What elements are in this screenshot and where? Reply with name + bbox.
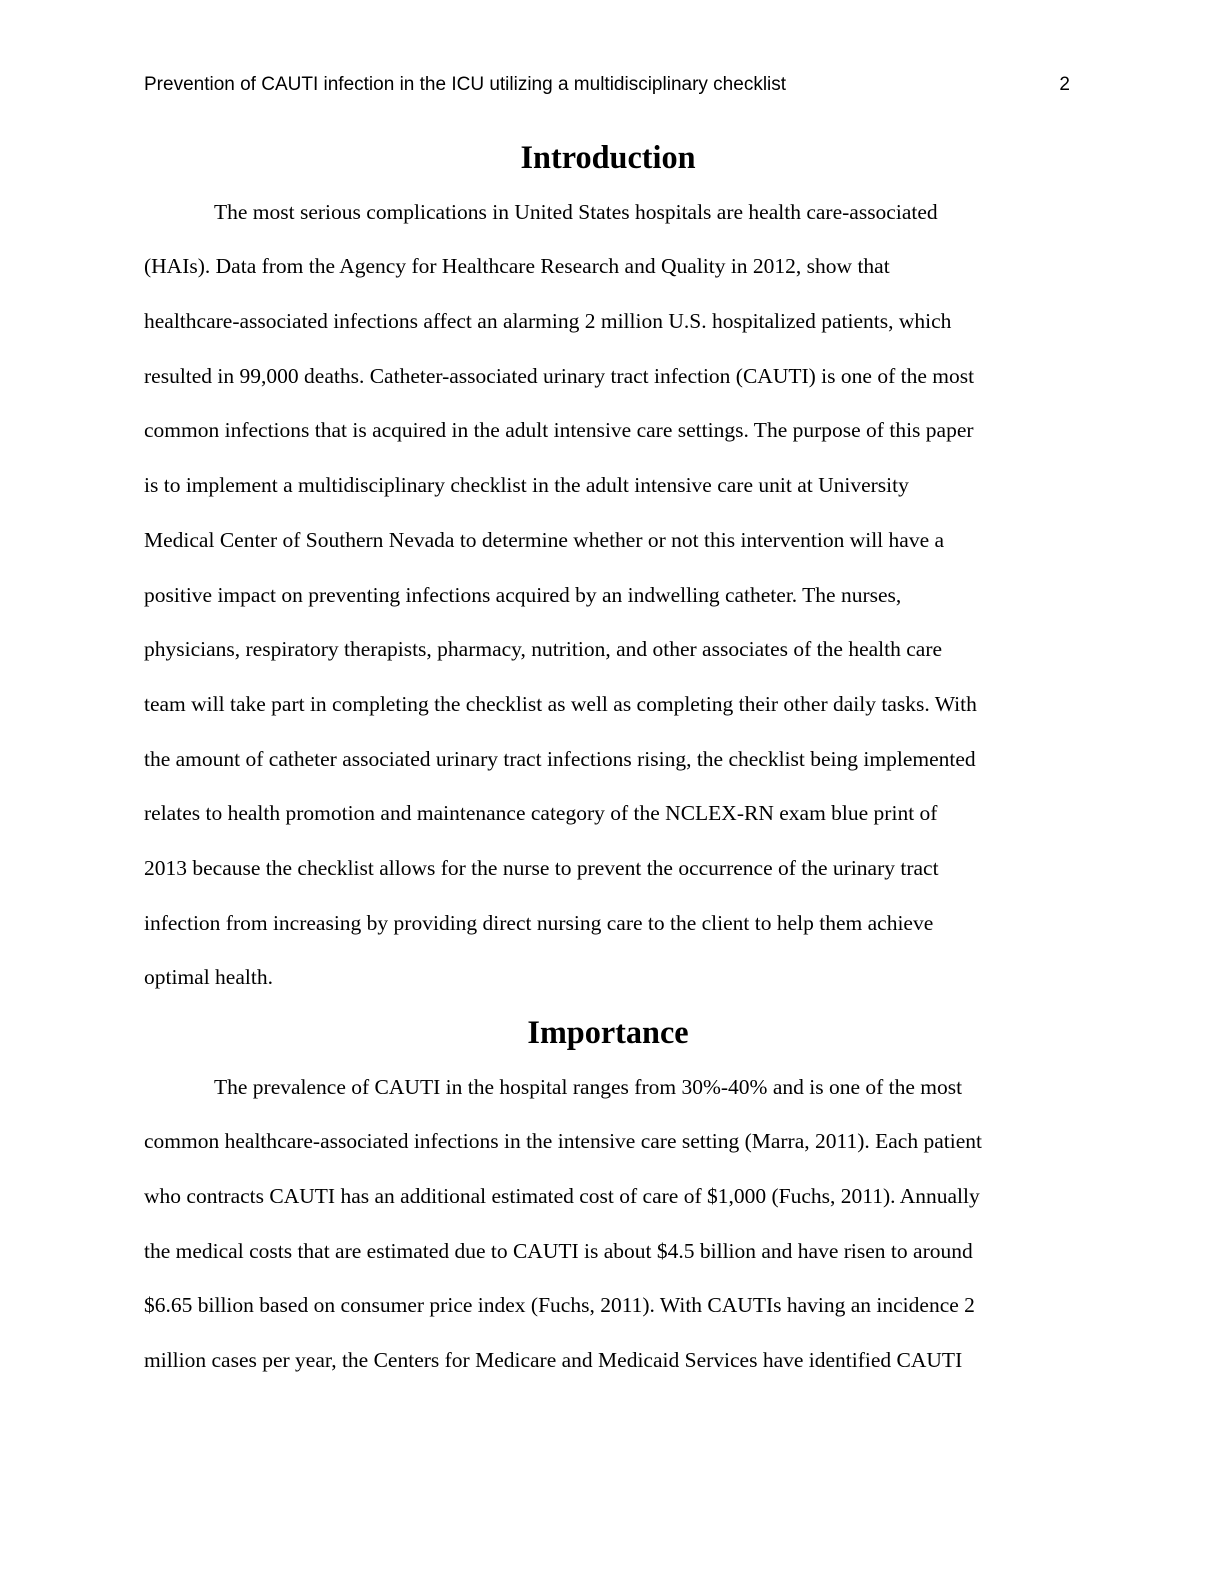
paragraph-line: common infections that is acquired in the adult intensive care settings. The purpose of this paper	[144, 418, 974, 443]
importance-paragraph	[144, 1060, 1072, 1388]
introduction-paragraph	[144, 185, 1072, 1005]
paragraph-line: common healthcare-associated infections in the intensive care setting (Marra, 2011). Each patient	[144, 1129, 982, 1154]
paragraph-line: physicians, respiratory therapists, pharmacy, nutrition, and other associates of the health care	[144, 637, 943, 662]
paragraph-line: relates to health promotion and maintenance category of the NCLEX-RN exam blue print of	[144, 801, 938, 826]
paragraph-line: 2013 because the checklist allows for the nurse to prevent the occurrence of the urinary tract	[144, 855, 939, 880]
section-heading-introduction: Introduction	[520, 139, 696, 175]
body-text	[144, 130, 1072, 1388]
paragraph-line: infection from increasing by providing direct nursing care to the client to help them achieve	[144, 910, 934, 935]
section-heading-importance: Importance	[527, 1014, 689, 1050]
paragraph-line: who contracts CAUTI has an additional estimated cost of care of $1,000 (Fuchs, 2011). Annually	[144, 1184, 980, 1209]
paragraph-line: team will take part in completing the checklist as well as completing their other daily tasks. With	[144, 691, 977, 716]
paragraph-line: healthcare-associated infections affect an alarming 2 million U.S. hospitalized patients, which	[144, 309, 952, 334]
paragraph-line: The most serious complications in United States hospitals are health care-associated	[214, 199, 938, 224]
running-title: Prevention of CAUTI infection in the ICU utilizing a multidisciplinary checklist	[144, 74, 787, 95]
running-head	[144, 70, 1072, 100]
paragraph-line: (HAIs). Data from the Agency for Healthcare Research and Quality in 2012, show that	[144, 254, 890, 279]
page-number: 2	[1059, 74, 1070, 95]
paragraph-line: the medical costs that are estimated due to CAUTI is about $4.5 billion and have risen to around	[144, 1238, 973, 1263]
paragraph-line: is to implement a multidisciplinary checklist in the adult intensive care unit at University	[144, 473, 909, 498]
paragraph-line: optimal health.	[144, 965, 273, 990]
paragraph-line: million cases per year, the Centers for Medicare and Medicaid Services have identified CAUTI	[144, 1348, 963, 1373]
paragraph-line: $6.65 billion based on consumer price index (Fuchs, 2011). With CAUTIs having an incidence 2	[144, 1293, 975, 1318]
paragraph-line: positive impact on preventing infections acquired by an indwelling catheter. The nurses,	[144, 582, 902, 607]
paragraph-line: The prevalence of CAUTI in the hospital ranges from 30%-40% and is one of the most	[214, 1074, 963, 1099]
paragraph-line: the amount of catheter associated urinary tract infections rising, the checklist being implemented	[144, 746, 976, 771]
paragraph-line: Medical Center of Southern Nevada to determine whether or not this intervention will have a	[144, 527, 945, 552]
paragraph-line: resulted in 99,000 deaths. Catheter-associated urinary tract infection (CAUTI) is one of the most	[144, 363, 975, 388]
